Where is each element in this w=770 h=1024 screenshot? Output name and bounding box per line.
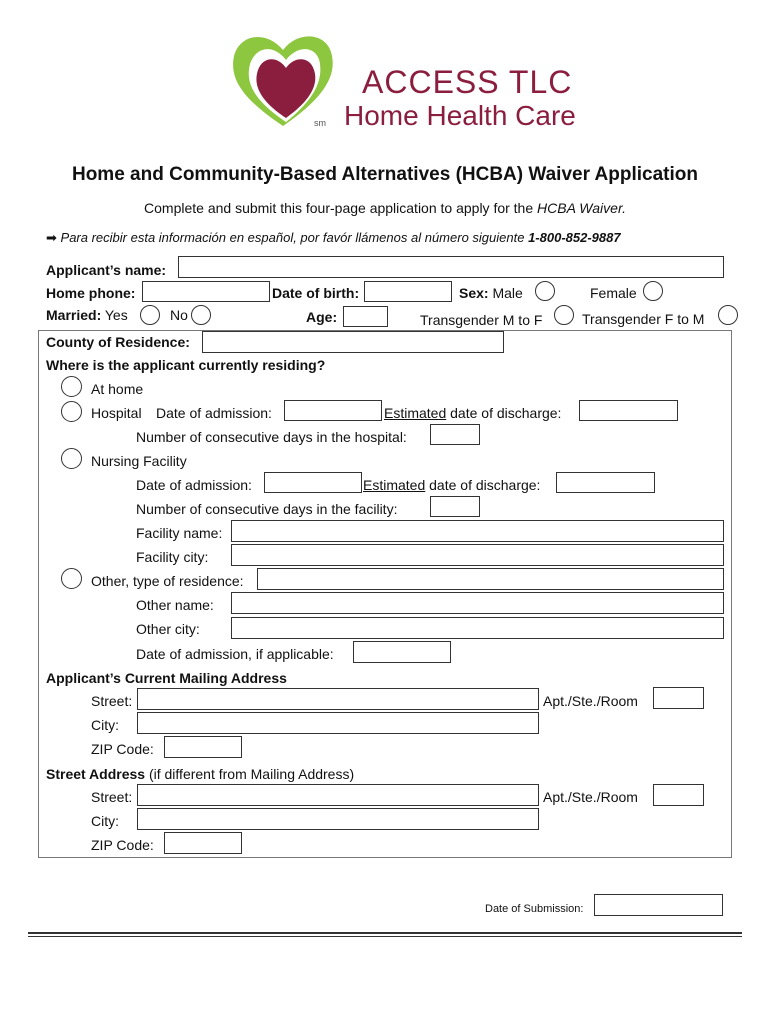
trans-mf-label: Transgender M to F: [420, 312, 543, 328]
mailing-zip-label: ZIP Code:: [91, 741, 154, 757]
subtitle-program: HCBA Waiver.: [537, 200, 626, 216]
facility-name-input[interactable]: [231, 520, 724, 542]
days-facility-input[interactable]: [430, 496, 480, 517]
at-home-label: At home: [91, 381, 144, 397]
nf-discharge-text: date of discharge:: [429, 477, 541, 493]
age-label: Age:: [306, 309, 338, 325]
other-city-label: Other city:: [136, 621, 200, 637]
facility-city-label: Facility city:: [136, 549, 209, 565]
other-type-label: Other, type of residence:: [91, 573, 244, 589]
subtitle-text: Complete and submit this four-page application to apply for the: [144, 200, 534, 216]
female-label: Female: [590, 285, 637, 301]
facility-city-input[interactable]: [231, 544, 724, 566]
mailing-city-input[interactable]: [137, 712, 539, 734]
spanish-note: [46, 230, 621, 246]
service-mark: sm: [314, 118, 326, 128]
spanish-phone: 1-800-852-9887: [528, 230, 621, 245]
days-hospital-label: Number of consecutive days in the hospital:: [136, 429, 407, 445]
county-input[interactable]: [202, 331, 504, 353]
mailing-city-label: City:: [91, 717, 119, 733]
hospital-label: Hospital: [91, 405, 142, 421]
bottom-divider-thin: [28, 936, 742, 937]
street-apt-label: Apt./Ste./Room: [543, 789, 638, 805]
married-no-radio[interactable]: [191, 305, 211, 325]
applicant-name-input[interactable]: [178, 256, 724, 278]
other-admission-label: Date of admission, if applicable:: [136, 646, 334, 662]
street-address-note: (if different from Mailing Address): [148, 766, 355, 782]
home-phone-label: Home phone:: [46, 285, 136, 301]
street-zip-input[interactable]: [164, 832, 242, 854]
hospital-admission-input[interactable]: [284, 400, 382, 421]
street-apt-input[interactable]: [653, 784, 704, 806]
heart-logo-icon: [228, 26, 338, 130]
other-city-input[interactable]: [231, 617, 724, 639]
other-name-input[interactable]: [231, 592, 724, 614]
nf-discharge-input[interactable]: [556, 472, 655, 493]
male-label: Male: [492, 285, 523, 301]
right-arrow-icon: ➡: [46, 230, 57, 245]
nf-discharge-label: [363, 477, 540, 493]
trans-fm-label: Transgender F to M: [582, 311, 705, 327]
bottom-divider: [28, 932, 742, 934]
age-input[interactable]: [343, 306, 388, 327]
other-type-input[interactable]: [257, 568, 724, 590]
date-of-birth-input[interactable]: [364, 281, 452, 302]
nursing-facility-radio[interactable]: [61, 448, 82, 469]
submission-date-input[interactable]: [594, 894, 723, 916]
mailing-street-input[interactable]: [137, 688, 539, 710]
other-residence-radio[interactable]: [61, 568, 82, 589]
sex-label-text: Sex:: [459, 285, 489, 301]
logo: [228, 26, 338, 130]
trans-fm-radio[interactable]: [718, 305, 738, 325]
date-of-birth-label: Date of birth:: [272, 285, 360, 301]
brand-tagline: Home Health Care: [344, 100, 576, 131]
other-name-label: Other name:: [136, 597, 214, 613]
street-zip-label: ZIP Code:: [91, 837, 154, 853]
days-hospital-input[interactable]: [430, 424, 480, 445]
yes-label: Yes: [104, 307, 128, 323]
home-phone-input[interactable]: [142, 281, 270, 302]
mailing-zip-input[interactable]: [164, 736, 242, 758]
street-city-input[interactable]: [137, 808, 539, 830]
nf-admission-label: Date of admission:: [136, 477, 252, 493]
married-yes-radio[interactable]: [140, 305, 160, 325]
female-radio[interactable]: [643, 281, 663, 301]
hospital-discharge-input[interactable]: [579, 400, 678, 421]
married-label: [46, 307, 128, 323]
submission-label: Date of Submission:: [485, 903, 584, 915]
trans-mf-radio[interactable]: [554, 305, 574, 325]
mailing-heading: Applicant’s Current Mailing Address: [46, 670, 287, 686]
nursing-facility-label: Nursing Facility: [91, 453, 187, 469]
hospital-admission-label: Date of admission:: [156, 405, 272, 421]
nf-estimated: Estimated: [363, 477, 426, 493]
street-street-input[interactable]: [137, 784, 539, 806]
male-radio[interactable]: [535, 281, 555, 301]
other-admission-input[interactable]: [353, 641, 451, 663]
sex-label: [459, 285, 523, 301]
hospital-discharge-text: date of discharge:: [450, 405, 562, 421]
hospital-radio[interactable]: [61, 401, 82, 422]
days-facility-label: Number of consecutive days in the facility:: [136, 501, 398, 517]
street-city-label: City:: [91, 813, 119, 829]
nf-admission-input[interactable]: [264, 472, 362, 493]
applicant-name-label: Applicant’s name:: [46, 262, 167, 278]
no-label: No: [170, 307, 188, 323]
married-label-text: Married:: [46, 307, 102, 323]
brand-name: ACCESS TLC: [362, 64, 573, 100]
hospital-estimated: Estimated: [384, 405, 447, 421]
mailing-street-label: Street:: [91, 693, 133, 709]
facility-name-label: Facility name:: [136, 525, 223, 541]
street-street-label: Street:: [91, 789, 133, 805]
subtitle: [0, 200, 770, 216]
residing-question: Where is the applicant currently residing?: [46, 357, 326, 373]
at-home-radio[interactable]: [61, 376, 82, 397]
county-label: County of Residence:: [46, 334, 190, 350]
street-address-heading: [46, 766, 354, 782]
mailing-apt-input[interactable]: [653, 687, 704, 709]
page-title: Home and Community-Based Alternatives (HCBA) Waiver Application: [71, 164, 699, 185]
street-address-heading-text: Street Address: [46, 766, 146, 782]
spanish-note-text: Para recibir esta información en español, por favór llámenos al número siguiente: [60, 230, 525, 245]
hospital-discharge-label: [384, 405, 561, 421]
mailing-apt-label: Apt./Ste./Room: [543, 693, 638, 709]
